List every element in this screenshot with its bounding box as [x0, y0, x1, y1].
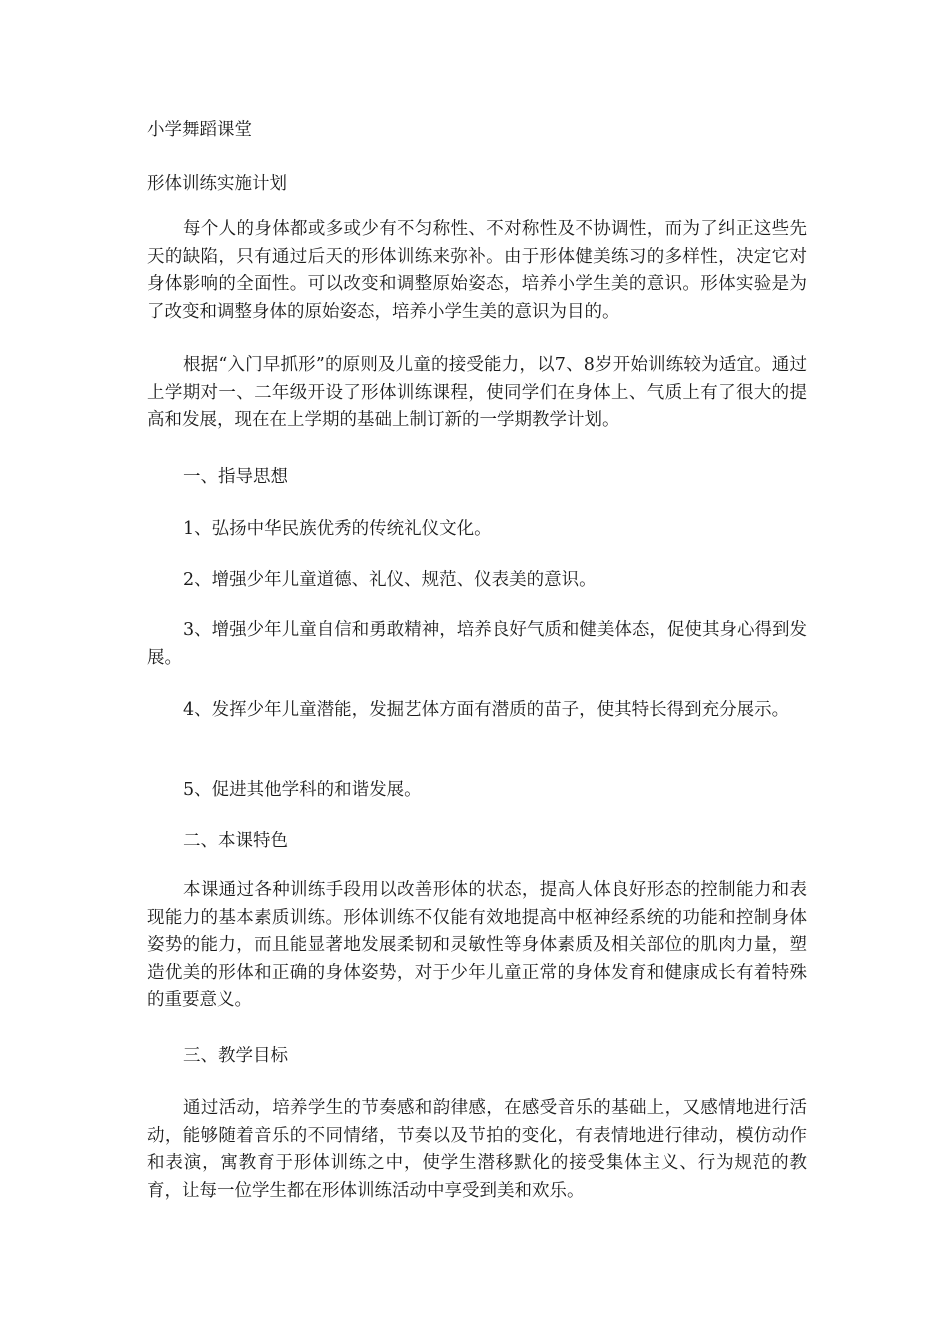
section-heading-course-features: 二、本课特色 — [183, 831, 288, 851]
intro-paragraph-1: 每个人的身体都或多或少有不匀称性、不对称性及不协调性，而为了纠正这些先天的缺陷，只有通过后天的形体训练来弥补。由于形体健美练习的多样性，决定它对身体影响的全面性。可以改变和调整原始姿态，培养小学生美的意识。形体实验是为了改变和调整身体的原始姿态，培养小学生美的意识为目的。 — [147, 219, 807, 322]
list-item: 3、增强少年儿童自信和勇敢精神，培养良好气质和健美体态，促使其身心得到发展。 — [147, 620, 807, 668]
list-item: 2、增强少年儿童道德、礼仪、规范、仪表美的意识。 — [183, 570, 597, 590]
intro-paragraph-2: 根据“入门早抓形”的原则及儿童的接受能力，以7、8岁开始训练较为适宜。通过上学期对一、二年级开设了形体训练课程，使同学们在身体上、气质上有了很大的提高和发展，现在在上学期的基础上制订新的一学期教学计划。 — [147, 355, 807, 430]
list-item: 1、弘扬中华民族优秀的传统礼仪文化。 — [183, 519, 492, 539]
section-heading-teaching-goals: 三、教学目标 — [183, 1046, 288, 1066]
document-subtitle: 形体训练实施计划 — [147, 174, 287, 194]
list-item: 5、促进其他学科的和谐发展。 — [183, 780, 422, 800]
section-paragraph-teaching-goals: 通过活动，培养学生的节奏感和韵律感，在感受音乐的基础上，又感情地进行活动，能够随着音乐的不同情绪，节奏以及节拍的变化，有表情地进行律动，模仿动作和表演，寓教育于形体训练之中，使学生潜移默化的接受集体主义、行为规范的教育，让每一位学生都在形体训练活动中享受到美和欢乐。 — [147, 1098, 807, 1201]
list-item: 4、发挥少年儿童潜能，发掘艺体方面有潜质的苗子，使其特长得到充分展示。 — [183, 700, 790, 720]
document-page — [147, 0, 807, 1344]
section-heading-guiding-ideas: 一、指导思想 — [183, 467, 288, 487]
document-title: 小学舞蹈课堂 — [147, 120, 252, 140]
section-paragraph-course-features: 本课通过各种训练手段用以改善形体的状态，提高人体良好形态的控制能力和表现能力的基本素质训练。形体训练不仅能有效地提高中枢神经系统的功能和控制身体姿势的能力，而且能显著地发展柔韧和灵敏性等身体素质及相关部位的肌肉力量，塑造优美的形体和正确的身体姿势，对于少年儿童正常的身体发育和健康成长有着特殊的重要意义。 — [147, 880, 807, 1010]
